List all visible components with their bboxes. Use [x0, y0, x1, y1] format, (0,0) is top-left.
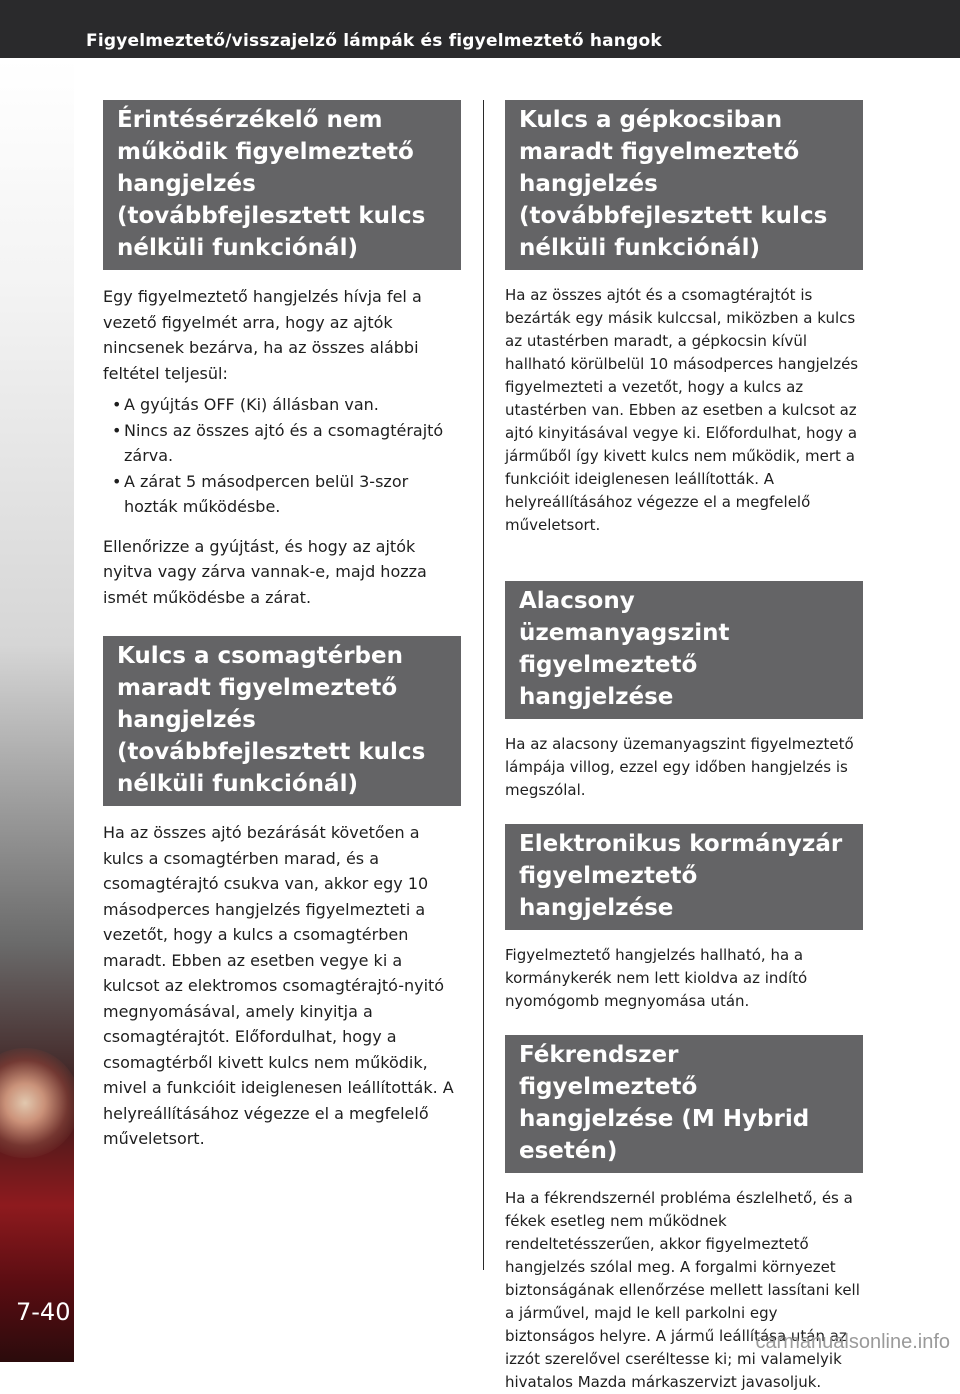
section-text: Ha az alacsony üzemanyagszint figyelmeztető lámpája villog, ezzel egy időben hangjelzés is megszólal.	[505, 735, 854, 799]
section-intro: Egy figyelmeztető hangjelzés hívja fel a vezető figyelmét arra, hogy az ajtók nincsenek bezárva, ha az összes alábbi feltétel teljesül:	[103, 287, 422, 383]
condition-list	[103, 392, 461, 520]
section-heading-steering-lock: Elektronikus kormányzár figyelmeztető hangjelzése	[505, 824, 863, 930]
left-column	[103, 100, 461, 1152]
column-divider	[483, 100, 484, 1270]
header-bar	[0, 0, 960, 58]
section-outro: Ellenőrizze a gyújtást, és hogy az ajtók nyitva vagy zárva vannak-e, majd hozza ismét működésbe a zárat.	[103, 536, 427, 607]
section-heading-low-fuel: Alacsony üzemanyagszint figyelmeztető hangjelzése	[505, 581, 863, 719]
right-column	[505, 100, 863, 1394]
bullet-icon: •	[112, 471, 122, 491]
section-heading-key-in-car: Kulcs a gépkocsiban maradt figyelmeztető hangjelzés (továbbfejlesztett kulcs nélküli funkciónál)	[505, 100, 863, 270]
bullet-icon: •	[112, 420, 122, 440]
section-heading-brake-system: Fékrendszer figyelmeztető hangjelzése (M Hybrid esetén)	[505, 1035, 863, 1173]
section-text: Ha a fékrendszernél probléma észlelhető, és a fékek esetleg nem működnek rendeltetésszerűen, akkor figyelmeztető hangjelzés szólal meg. A forgalmi környezet biztonságának ellenőrzése mellett lassítani kell a járművel, majd le kell parkolni egy biztonságos helyre. A jármű leállítása után az izzót szerelővel cseréltesse ki; mi valamelyik hivatalos Mazda márkaszervizt javasoljuk.	[505, 1189, 860, 1391]
section-heading-key-in-trunk: Kulcs a csomagtérben maradt figyelmeztető hangjelzés (továbbfejlesztett kulcs nélküli funkciónál)	[103, 636, 461, 806]
list-item: • A zárat 5 másodpercen belül 3-szor hozták működésbe.	[103, 469, 461, 520]
section-text: Ha az összes ajtót és a csomagtérajtót is bezárták egy másik kulccsal, miközben a kulcs az utastérben maradt, a gépkocsin kívül hallható körülbelül 10 másodperces hangjelzés figyelmezteti a vezetőt, hogy a kulcs az utastérben van. Ebben az esetben a kulcsot az ajtó kinyitásával vegye ki. Előfordulhat, hogy a járműből így kivett kulcs nem működik, mert a funkcióit ideiglenesen leállították. A helyreállításához végezze el a megfelelő műveletsort.	[505, 286, 859, 534]
section-text: Ha az összes ajtó bezárását követően a kulcs a csomagtérben marad, és a csomagtérajtó csukva van, akkor egy 10 másodperces hangjelzés figyelmezteti a vezetőt, hogy a kulcs a csomagtérben maradt. Ebben az esetben vegye ki a kulcsot az elektromos csomagtérajtó-nyitó megnyomásával, amely kinyitja a csomagtérajtót. Előfordulhat, hogy a csomagtérből kivett kulcs nem működik, mivel a funkcióit ideiglenesen leállították. A helyreállításához végezze el a megfelelő műveletsort.	[103, 823, 454, 1148]
page-number: 7-40	[16, 1298, 71, 1326]
watermark-text: carmanualsonline.info	[755, 1331, 950, 1353]
side-photo-strip	[0, 58, 74, 1362]
list-item: • A gyújtás OFF (Ki) állásban van.	[103, 392, 461, 418]
bullet-icon: •	[112, 395, 122, 414]
section-text: Figyelmeztető hangjelzés hallható, ha a kormánykerék nem lett kioldva az indító nyomógomb megnyomása után.	[505, 946, 808, 1010]
list-item: • Nincs az összes ajtó és a csomagtérajtó zárva.	[103, 418, 461, 469]
headlight-glow	[0, 1048, 74, 1158]
section-heading-touch-sensor: Érintésérzékelő nem működik figyelmeztető hangjelzés (továbbfejlesztett kulcs nélküli funkciónál)	[103, 100, 461, 270]
header-title: Figyelmeztető/visszajelző lámpák és figyelmeztető hangok	[86, 31, 662, 51]
